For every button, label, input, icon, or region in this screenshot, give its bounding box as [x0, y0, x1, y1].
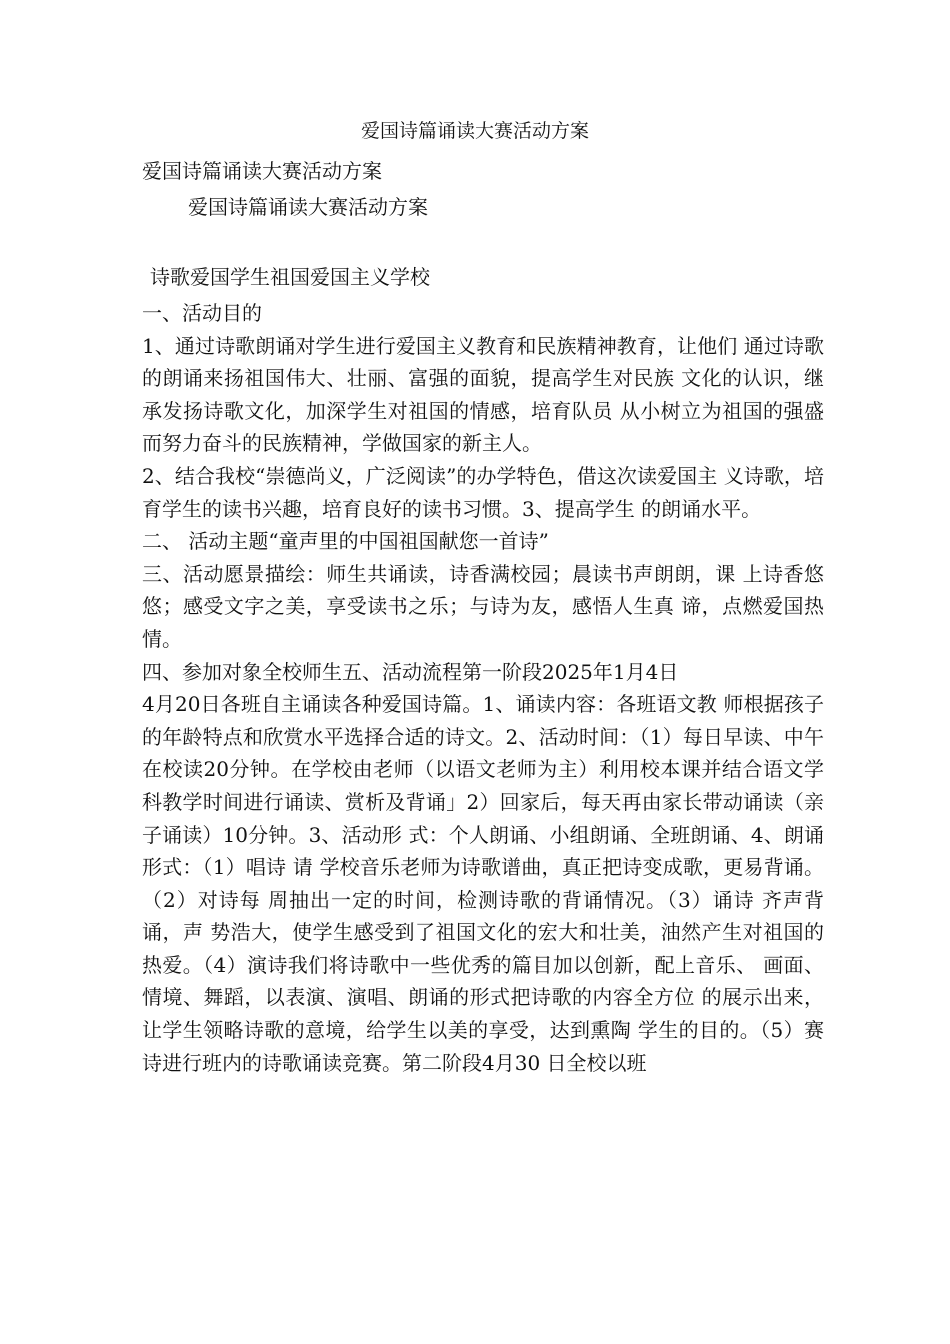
section-heading-purpose: 一、活动目的	[142, 301, 262, 325]
paragraph-participants-process: 四、参加对象全校师生五、活动流程第一阶段2025年1月4日	[142, 659, 679, 684]
paragraph-stage-one-details: 4月20日各班自主诵读各种爱国诗篇。1、诵读内容：各班语文教 师根据孩子的年龄特点和欣赏水平选择合适的诗文。2、活动时间：（1）每日早读、中午在校读20分钟。在学校由老师（以语文老师为主）利用校本课并结合语文学科教学时间进行诵读、赏析及背诵」2）回家后，每天再由家长带动诵读（亲子诵读）10分钟。3、活动形 式：个人朗诵、小组朗诵、全班朗诵、4、朗诵形式：（1）唱诗 请 学校音乐老师为诗歌谱曲，真正把诗变成歌，更易背诵。（2）对诗每 周抽出一定的时间，检测诗歌的背诵情况。（3）诵诗 齐声背诵，声 势浩大，使学生感受到了祖国文化的宏大和壮美，油然产生对祖国的 热爱。（4）演诗我们将诗歌中一些优秀的篇目加以创新，配上音乐、 画面、情境、舞蹈，以表演、演唱、朗诵的形式把诗歌的内容全方位 的展示出来，让学生领略诗歌的意境，给学生以美的享受，达到熏陶 学生的目的。（5）赛诗进行班内的诗歌诵读竞赛。第二阶段4月30 日全校以班	[142, 692, 824, 1075]
paragraph-purpose-2: 2、结合我校“崇德尚义，广泛阅读”的办学特色，借这次读爱国主 义诗歌，培育学生的读书兴趣，培育良好的读书习惯。3、提高学生 的朗诵水平。	[142, 463, 824, 521]
paragraph-vision: 三、活动愿景描绘：师生共诵读，诗香满校园；晨读书声朗朗，课 上诗香悠悠；感受文字之美，享受读书之乐；与诗为友，感悟人生真 谛，点燃爱国热情。	[142, 561, 824, 651]
document-subtitle-primary: 爱国诗篇诵读大赛活动方案	[142, 159, 382, 183]
section-heading-theme: 二、 活动主题“童声里的中国祖国献您一首诗”	[142, 529, 549, 554]
document-body	[142, 297, 824, 1079]
document-subtitle-secondary: 爱国诗篇诵读大赛活动方案	[188, 195, 428, 219]
document-keywords: 诗歌爱国学生祖国爱国主义学校	[150, 265, 430, 289]
paragraph-purpose-1: 1、通过诗歌朗诵对学生进行爱国主义教育和民族精神教育，让他们 通过诗歌的朗诵来扬祖国伟大、壮丽、富强的面貌，提高学生对民族 文化的认识，继承发扬诗歌文化，加深学生对祖国的情感，培育队员 从小树立为祖国的强盛而努力奋斗的民族精神，学做国家的新主人。	[142, 333, 824, 456]
document-header-title: 爱国诗篇诵读大赛活动方案	[360, 120, 589, 142]
